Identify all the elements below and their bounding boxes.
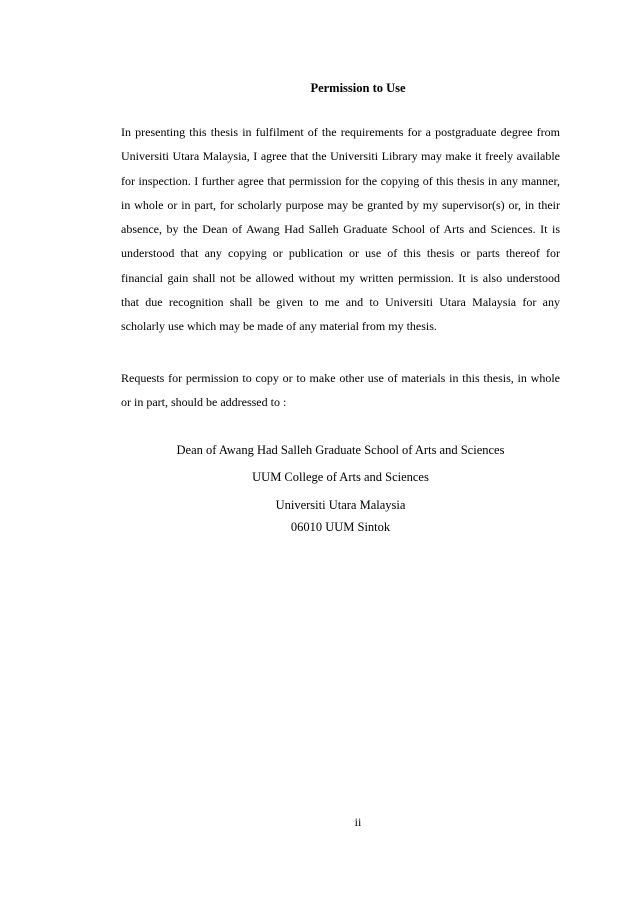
address-line-dean: Dean of Awang Had Salleh Graduate School of Arts and Sciences: [176, 443, 505, 457]
page-number: ii: [354, 815, 362, 829]
page-title: Permission to Use: [310, 81, 406, 95]
request-paragraph: Requests for permission to copy or to make other use of materials in this thesis, in whole or in part, should be addressed to :: [121, 371, 560, 410]
address-line-college: UUM College of Arts and Sciences: [252, 470, 429, 484]
address-line-university: Universiti Utara Malaysia: [275, 498, 406, 512]
permission-paragraph: In presenting this thesis in fulfilment of the requirements for a postgraduate degree from Universiti Utara Malaysia, I agree that the Universiti Library may make it freely available for inspection. I further agree that permission for the copying of this thesis in any manner, in whole or in part, for scholarly purpose may be granted by my supervisor(s) or, in their absence, by the Dean of Awang Had Salleh Graduate School of Arts and Sciences. It is understood that any copying or publication or use of this thesis or parts thereof for financial gain shall not be allowed without my written permission. It is also understood that due recognition shall be given to me and to Universiti Utara Malaysia for any scholarly use which may be made of any material from my thesis.: [121, 125, 560, 334]
address-line-postcode: 06010 UUM Sintok: [290, 520, 391, 534]
